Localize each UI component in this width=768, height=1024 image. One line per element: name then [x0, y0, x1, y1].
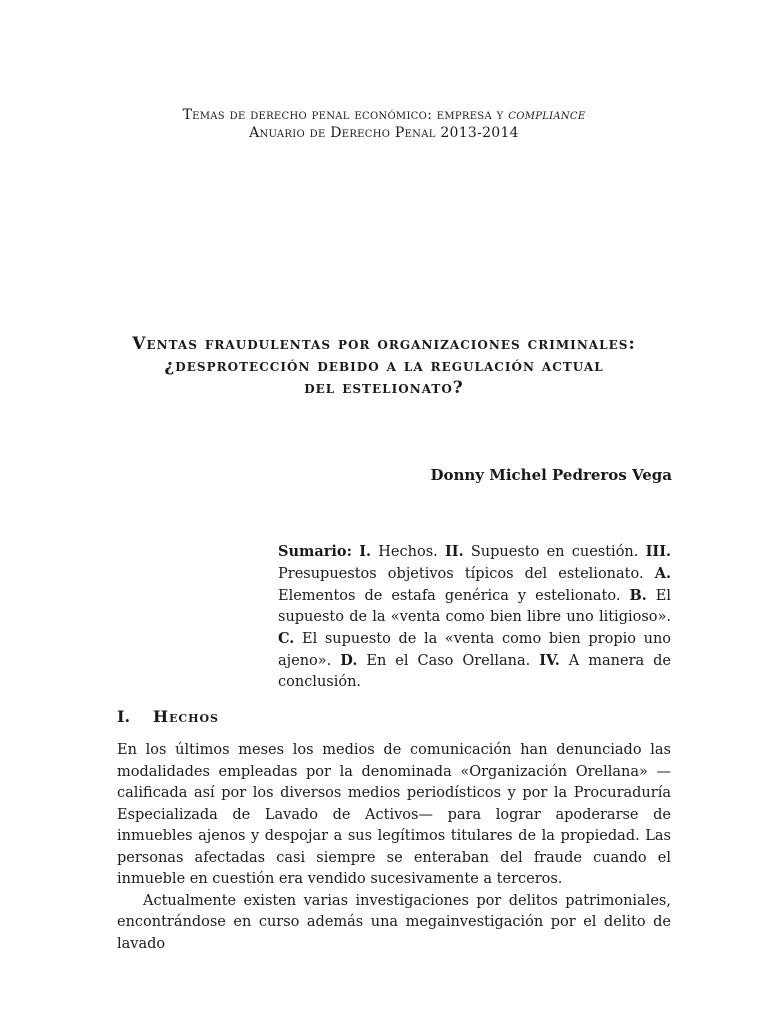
summary-item-num: B. — [629, 587, 647, 604]
section-number: I. — [117, 707, 131, 726]
paragraph: En los últimos meses los medios de comunicación han denunciado las modalidades empleadas por la denominada «Organización Orellana» —calificada así por los diversos medios periodísticos y por la Procuraduría Especializada de Lavado de Activos— para lograr apoderarse de inmuebles ajenos y despojar a sus legítimos titulares de la propiedad. Las personas afectadas casi siempre se enteraban del fraude cuando el inmueble en cuestión era vendido sucesivamente a terceros. — [117, 742, 671, 887]
running-head-line-2: Anuario de Derecho Penal 2013-2014 — [249, 125, 519, 141]
article-title-line-2: ¿desprotección debido a la regulación actual — [164, 356, 604, 376]
running-head — [0, 106, 768, 142]
summary-item-text: Hechos. — [378, 544, 438, 560]
paragraph: Actualmente existen varias investigaciones por delitos patrimoniales, encontrándose en curso además una megainvestigación por el delito de lavado — [117, 892, 671, 952]
summary-item-num: IV. — [539, 652, 560, 669]
summary-item-num: A. — [654, 565, 672, 582]
summary-item-text: En el Caso Orellana. — [366, 653, 531, 669]
summary-item-num: I. — [359, 543, 372, 560]
summary-item-text: Supuesto en cuestión. — [470, 544, 639, 560]
summary-item-text: Presupuestos objetivos típicos del estelionato. — [278, 566, 644, 582]
summary-item-num: C. — [278, 630, 295, 647]
section-title: Hechos — [153, 707, 219, 726]
article-title-line-1: Ventas fraudulentas por organizaciones criminales: — [132, 334, 636, 354]
summary-item-text: El supuesto de la «venta como bien libre uno litigioso». — [278, 588, 671, 625]
body-text — [117, 740, 671, 955]
author-name: Donny Michel Pedreros Vega — [430, 466, 672, 484]
article-title — [100, 333, 668, 399]
summary-item-num: II. — [445, 543, 464, 560]
summary-item-num: III. — [645, 543, 672, 560]
summary-item-num: D. — [340, 652, 358, 669]
section-heading — [117, 707, 219, 726]
summary — [278, 541, 671, 693]
journal-theme: Temas de derecho penal económico: empresa y — [182, 107, 509, 123]
summary-item-text: A manera de conclusión. — [278, 653, 671, 690]
running-head-line-1 — [0, 106, 768, 124]
summary-item-text: Elementos de estafa genérica y estelionato. — [278, 588, 621, 604]
summary-label: Sumario: — [278, 543, 352, 560]
journal-theme-italic: compliance — [508, 107, 586, 123]
article-title-line-3: del estelionato? — [304, 378, 464, 398]
summary-item-text: El supuesto de la «venta como bien propio uno ajeno». — [278, 631, 672, 669]
